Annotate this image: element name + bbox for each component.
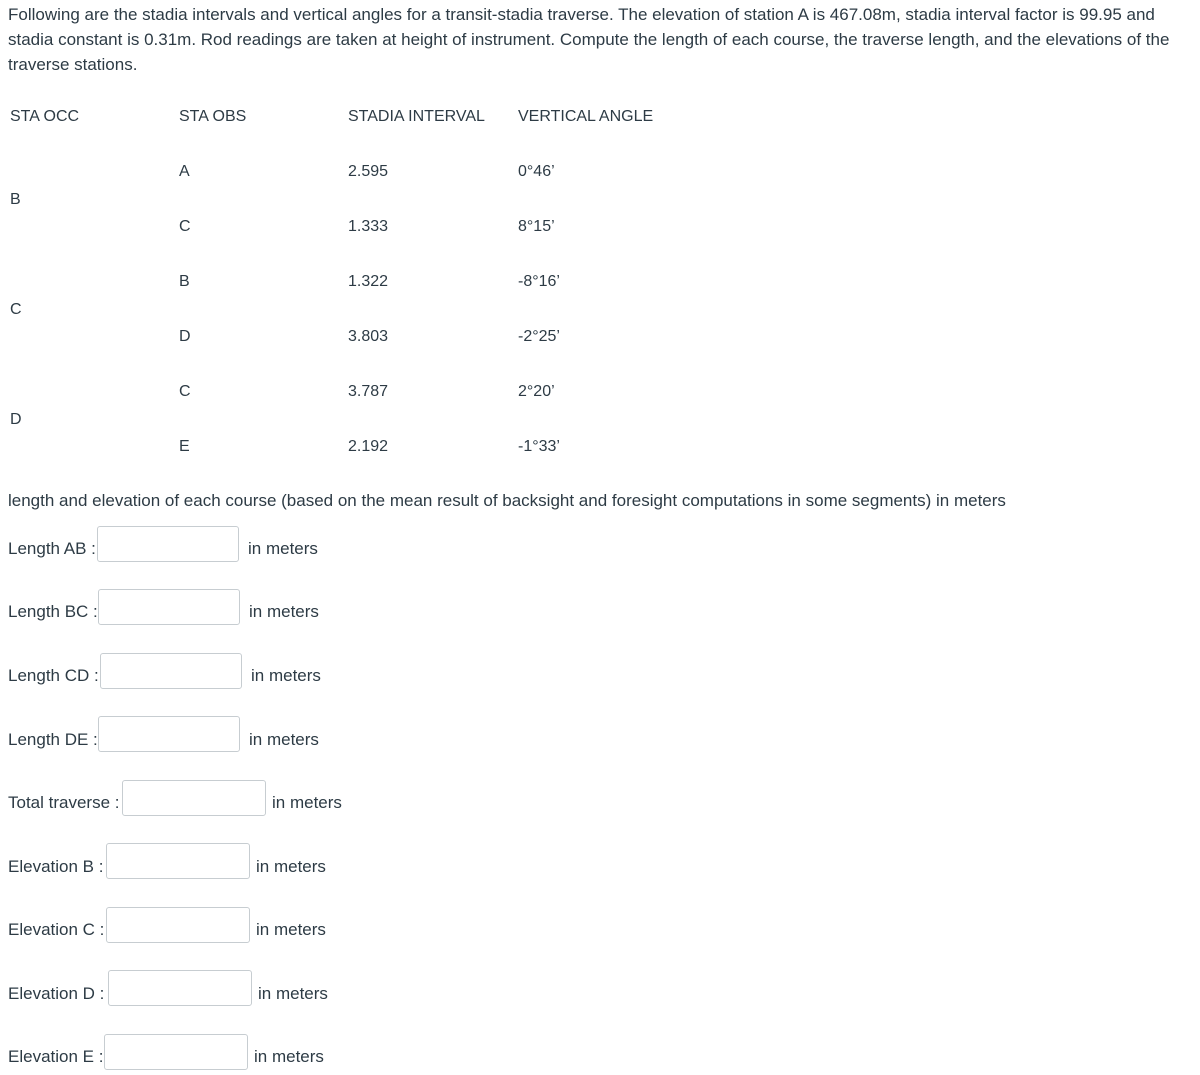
elevation-e-label: Elevation E : — [8, 1047, 104, 1066]
total-traverse-unit: in meters — [272, 793, 342, 812]
sta-occ-cell: C — [10, 301, 22, 318]
total-traverse-input[interactable] — [122, 780, 266, 816]
sta-obs-cell: C — [179, 383, 191, 400]
sta-obs-cell: E — [179, 438, 190, 455]
elevation-d-unit: in meters — [258, 984, 328, 1003]
sta-obs-cell: B — [179, 273, 190, 290]
header-sta-occ: STA OCC — [10, 108, 80, 125]
vertical-angle-cell: 8°15’ — [518, 218, 555, 235]
elevation-c-input[interactable] — [106, 907, 250, 943]
elevation-d-label: Elevation D : — [8, 984, 105, 1003]
length-cd-label: Length CD : — [8, 666, 99, 685]
elevation-d-input[interactable] — [108, 970, 252, 1006]
length-bc-input[interactable] — [98, 589, 240, 625]
stadia-interval-cell: 2.192 — [348, 438, 389, 455]
sta-obs-cell: C — [179, 218, 191, 235]
answers-subtitle: length and elevation of each course (based on the mean result of backsight and foresight computations in some segments) in meters — [8, 491, 1006, 510]
elevation-b-input[interactable] — [106, 843, 250, 879]
header-sta-obs: STA OBS — [179, 108, 247, 125]
elevation-e-unit: in meters — [254, 1047, 324, 1066]
length-ab-unit: in meters — [248, 539, 318, 558]
length-de-input[interactable] — [98, 716, 240, 752]
length-de-label: Length DE : — [8, 730, 98, 749]
length-cd-unit: in meters — [251, 666, 321, 685]
stadia-interval-cell: 3.787 — [348, 383, 389, 400]
sta-obs-cell: A — [179, 163, 190, 180]
length-bc-unit: in meters — [249, 602, 319, 621]
stadia-interval-cell: 3.803 — [348, 328, 389, 345]
vertical-angle-cell: -2°25’ — [518, 328, 560, 345]
sta-occ-cell: D — [10, 411, 22, 428]
vertical-angle-cell: 2°20’ — [518, 383, 555, 400]
elevation-c-label: Elevation C : — [8, 920, 105, 939]
stadia-interval-cell: 2.595 — [348, 163, 389, 180]
length-ab-input[interactable] — [97, 526, 239, 562]
stadia-interval-cell: 1.333 — [348, 218, 389, 235]
elevation-e-input[interactable] — [104, 1034, 248, 1070]
length-cd-input[interactable] — [100, 653, 242, 689]
length-de-unit: in meters — [249, 730, 319, 749]
vertical-angle-cell: -8°16’ — [518, 273, 560, 290]
vertical-angle-cell: 0°46’ — [518, 163, 555, 180]
sta-obs-cell: D — [179, 328, 191, 345]
header-stadia-interval: STADIA INTERVAL — [348, 108, 485, 125]
vertical-angle-cell: -1°33’ — [518, 438, 560, 455]
sta-occ-cell: B — [10, 191, 21, 208]
total-traverse-label: Total traverse : — [8, 793, 120, 812]
elevation-b-unit: in meters — [256, 857, 326, 876]
length-ab-label: Length AB : — [8, 539, 96, 558]
question-text: Following are the stadia intervals and vertical angles for a transit-stadia traverse. The elevation of station A is 467.08m, stadia interval factor is 99.95 and stadia constant is 0.31m. Rod readings are taken at height of instrument. Compute the length of each course, the traverse length, and the elevations of the traverse stations. — [8, 5, 1170, 74]
length-bc-label: Length BC : — [8, 602, 98, 621]
header-vertical-angle: VERTICAL ANGLE — [518, 108, 654, 125]
elevation-c-unit: in meters — [256, 920, 326, 939]
elevation-b-label: Elevation B : — [8, 857, 104, 876]
stadia-interval-cell: 1.322 — [348, 273, 389, 290]
